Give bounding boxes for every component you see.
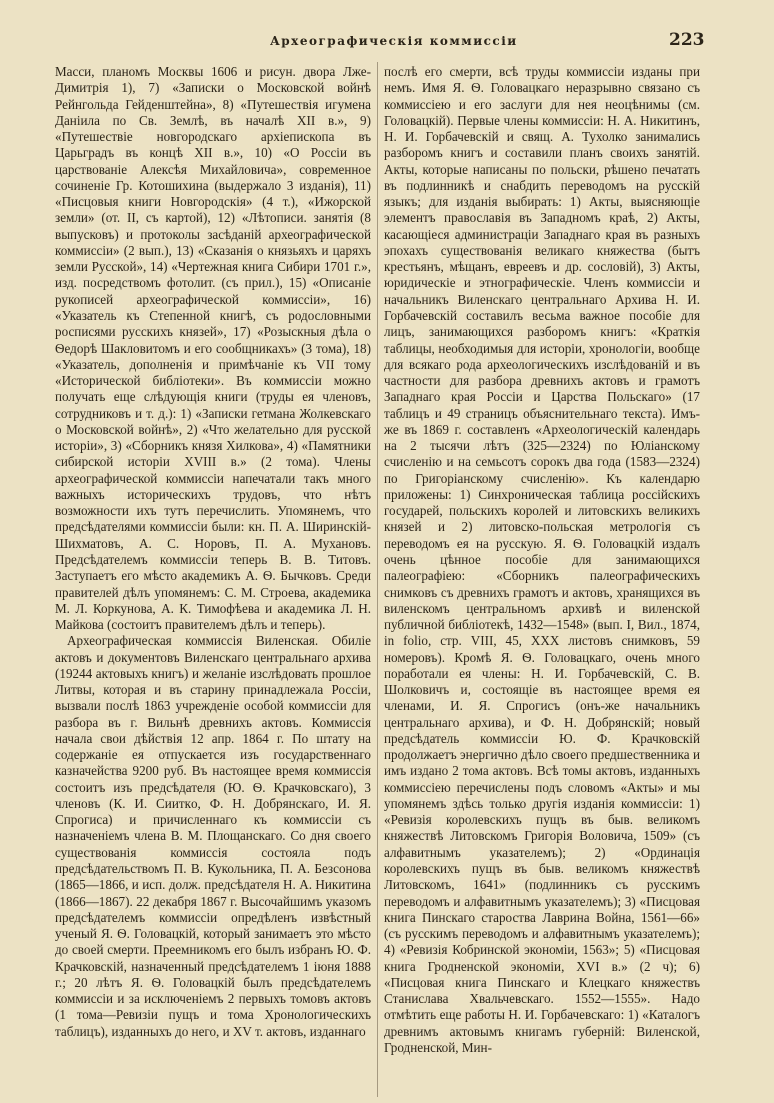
- page-number: 223: [669, 30, 705, 50]
- right-column: [384, 64, 700, 1056]
- running-head: [0, 30, 774, 54]
- right-paragraph-1: послѣ его смерти, всѣ труды коммиссіи изданы при немъ. Имя Я. Ѳ. Головацкаго неразрывно связано съ коммиссіею и его заслуги для нея неоцѣнимы (см. Головацкій). Первые члены коммиссіи: Н. А. Никитинъ, Н. И. Горбачевскій и свящ. А. Тухолко занимались разборомъ книгъ и составили планъ своихъ занятій. Акты, которые написаны по польски, рѣшено печатать въ подлинникѣ и снабдить переводомъ на русскій языкъ; для изданія выбирать: 1) Акты, выясняющіе элементъ православія въ Западномъ краѣ, 2) Акты, касающіеся администраціи Западнаго края въ разныхъ эпохахъ существованія великаго княжества (бытъ крестьянъ, мѣщанъ, евреевъ и др. сословій), 3) Акты, юридическіе и этнографическіе. Членъ коммиссіи и начальникъ Виленскаго центральнаго Архива Н. И. Горбачевскій составилъ весьма важное пособіе для лицъ, занимающихся разборомъ книгъ: «Краткія таблицы, необходимыя для исторіи, хронологіи, вообще для всякаго рода археологическихъ изслѣдованій и въ частности для разбора древнихъ актовъ и грамотъ Западнаго края Россіи и Царства Польскаго» (17 таблицъ и 49 страницъ объяснительнаго текста). Имъ-же въ 1869 г. составленъ «Археологическій календарь на 2 тысячи лѣтъ (325—2324) по Юліанскому счисленію и на семьсотъ сорокъ два года (1583—2324) по Григоріанскому счисленію». Къ календарю приложены: 1) Синхроническая таблица россійскихъ государей, польскихъ королей и литовскихъ великихъ князей и 2) литовско-польская метрологія съ переводомъ ея на русскую. Я. Ѳ. Головацкій издалъ очень цѣнное пособіе для занимающихся палеографіею: «Сборникъ палеографическихъ снимковъ съ древнихъ грамотъ и актовъ, хранящихся въ виленскомъ центральномъ архивѣ и виленской публичной библіотекѣ, 1432—1548» (вып. I, Вил., 1874, in folio, стр. VIII, 45, XXX листовъ снимковъ, 59 номеровъ). Кромѣ Я. Ѳ. Головацкаго, очень много поработали ея члены: Н. И. Горбачевскій, С. В. Шолковичъ и, состоящіе въ настоящее время ея членами, И. Я. Спрогисъ (онъ-же начальникъ центральнаго архива), и Ф. Н. Добрянскій; новый предсѣдатель коммиссіи Ю. Ф. Крачковскій продолжаетъ энергично дѣло своего предшественника и имъ издано 2 тома актовъ. Всѣ томы актовъ, изданныхъ коммиссіею перечислены подъ словомъ «Акты» и мы упомянемъ здѣсь только другія изданія коммиссіи: 1) «Ревизія королевскихъ пущъ въ быв. великомъ княжествѣ Литовскомъ Григорія Воловича, 1509» (съ алфавитнымъ указателемъ); 2) «Ординація королевскихъ пущъ въ быв. великомъ княжествѣ Литовскомъ, 1641» (подлинникъ съ русскимъ переводомъ и алфавитнымъ указателемъ); 3) «Писцовая книга Пинскаго староства Лаврина Война, 1561—66» (съ русскимъ переводомъ и алфавитнымъ указателемъ); 4) «Ревизія Кобринской экономіи, 1563»; 5) «Писцовая книга Гродненской экономіи, XVI в.» (2 ч); 6) «Писцовая книга Пинскаго и Клецкаго княжествъ Станислава Хвальчевскаго. 1552—1555». Надо отмѣтить еще работы Н. И. Горбачевскаго: 1) «Каталогъ древнимъ актовымъ книгамъ губерній: Виленской, Гродненской, Мин-: [384, 64, 700, 1055]
- running-title: Археографическія коммиссіи: [270, 34, 518, 48]
- left-column: [55, 64, 371, 1040]
- left-paragraph-1: Масси, планомъ Москвы 1606 и рисун. двора Лже-Димитрія 1), 7) «Записки о Московской войнѣ Рейнгольда Гейденштейна», 8) «Путешествія игумена Даніила по Св. Землѣ, въ началѣ XII в.», 9) «Путешествіе новгородскаго архіепископа въ Царьградъ въ концѣ XII в.», 10) «О Россіи въ царствованіе Алексѣя Михайловича», современное сочиненіе Гр. Котошихина (выдержало 3 изданія), 11) «Писцовыя книги Новгородскія» (4 т.), «Ижорской земли» (от. II, съ картой), 12) «Лѣтописи. занятія (8 выпусковъ) и протоколы засѣданій археографической коммиссіи» (2 вып.), 13) «Сказанія о князьяхъ и царяхъ земли Русской», 14) «Чертежная книга Сибири 1701 г.», изд. посредствомъ фотолит. (съ прил.), 15) «Описаніе рукописей археографической коммиссіи», 16) «Указатель къ Степенной книгѣ, съ родословными росписями русскихъ князей», 17) «Розыскныя дѣла о Ѳедорѣ Шакловитомъ и его сообщникахъ» (3 тома), 18) «Указатель, дополненія и примѣчаніе къ VII тому «Исторической библіотеки». Въ коммиссіи можно получать еще слѣдующія книги (труды ея членовъ, сотрудниковъ и т. д.): 1) «Записки гетмана Жолкевскаго о Московской войнѣ», 2) «Что желательно для русской исторіи», 3) «Сборникъ князя Хилкова», 4) «Памятники сибирской исторіи XVIII в.» (2 тома). Члены археографической коммиссіи напечатали такъ много важныхъ историческихъ трудовъ, что нѣтъ возможности ихъ тутъ перечислить. Упомянемъ, что предсѣдателями коммиссіи были: кн. П. А. Ширинскій-Шихматовъ, А. С. Норовъ, П. А. Мухановъ. Предсѣдателемъ коммиссіи теперь В. В. Титовъ. Заступаетъ его мѣсто академикъ А. Ѳ. Бычковъ. Среди правителей дѣлъ упомянемъ: С. М. Строева, академика М. Л. Коркунова, А. К. Тимофѣева и академика Л. Н. Майкова (состоитъ правителемъ дѣлъ и теперь).: [55, 64, 371, 633]
- column-divider: [377, 62, 378, 1097]
- left-paragraph-2: Археографическая коммиссія Виленская. Обиліе актовъ и документовъ Виленскаго центральнаго архива (19244 актовыхъ книгъ) и желаніе изслѣдовать прошлое Литвы, которая и въ старину принадлежала Россіи, вызвали послѣ 1863 учрежденіе особой коммиссіи для разбора въ г. Вильнѣ древнихъ актовъ. Коммиссія начала свои дѣйствія 12 апр. 1864 г. По штату на содержаніе ея отпускается изъ государственнаго казначейства 9200 руб. Въ настоящее время коммиссія состоитъ изъ предсѣдателя (Ю. Ѳ. Крачковскаго), 3 членовъ (К. И. Сииткo, Ф. Н. Добрянскаго, И. Я. Спрогиса) и причисленнаго къ коммиссіи съ назначеніемъ члена В. М. Площанскаго. Со дня своего существованія коммиссія состояла подъ предсѣдательствомъ П. В. Кукольника, П. А. Безсонова (1865—1866, и исп. долж. предсѣдателя Н. А. Никитина (1866—1867). 22 декабря 1867 г. Высочайшимъ указомъ предсѣдателемъ коммиссіи опредѣленъ извѣстный ученый Я. Ѳ. Головацкій, который занимаетъ это мѣсто до своей смерти. Преемникомъ его былъ избранъ Ю. Ф. Крачковскій, назначенный предсѣдателемъ 1 іюня 1888 г.; 20 лѣтъ Я. Ѳ. Головацкій былъ предсѣдателемъ коммиссіи и за исключеніемъ 2 первыхъ томовъ актовъ (1 тома—Ревизіи пущъ и тома Хронологическихъ таблицъ), изданныхъ до него, и XV т. актовъ, изданнаго: [55, 633, 371, 1039]
